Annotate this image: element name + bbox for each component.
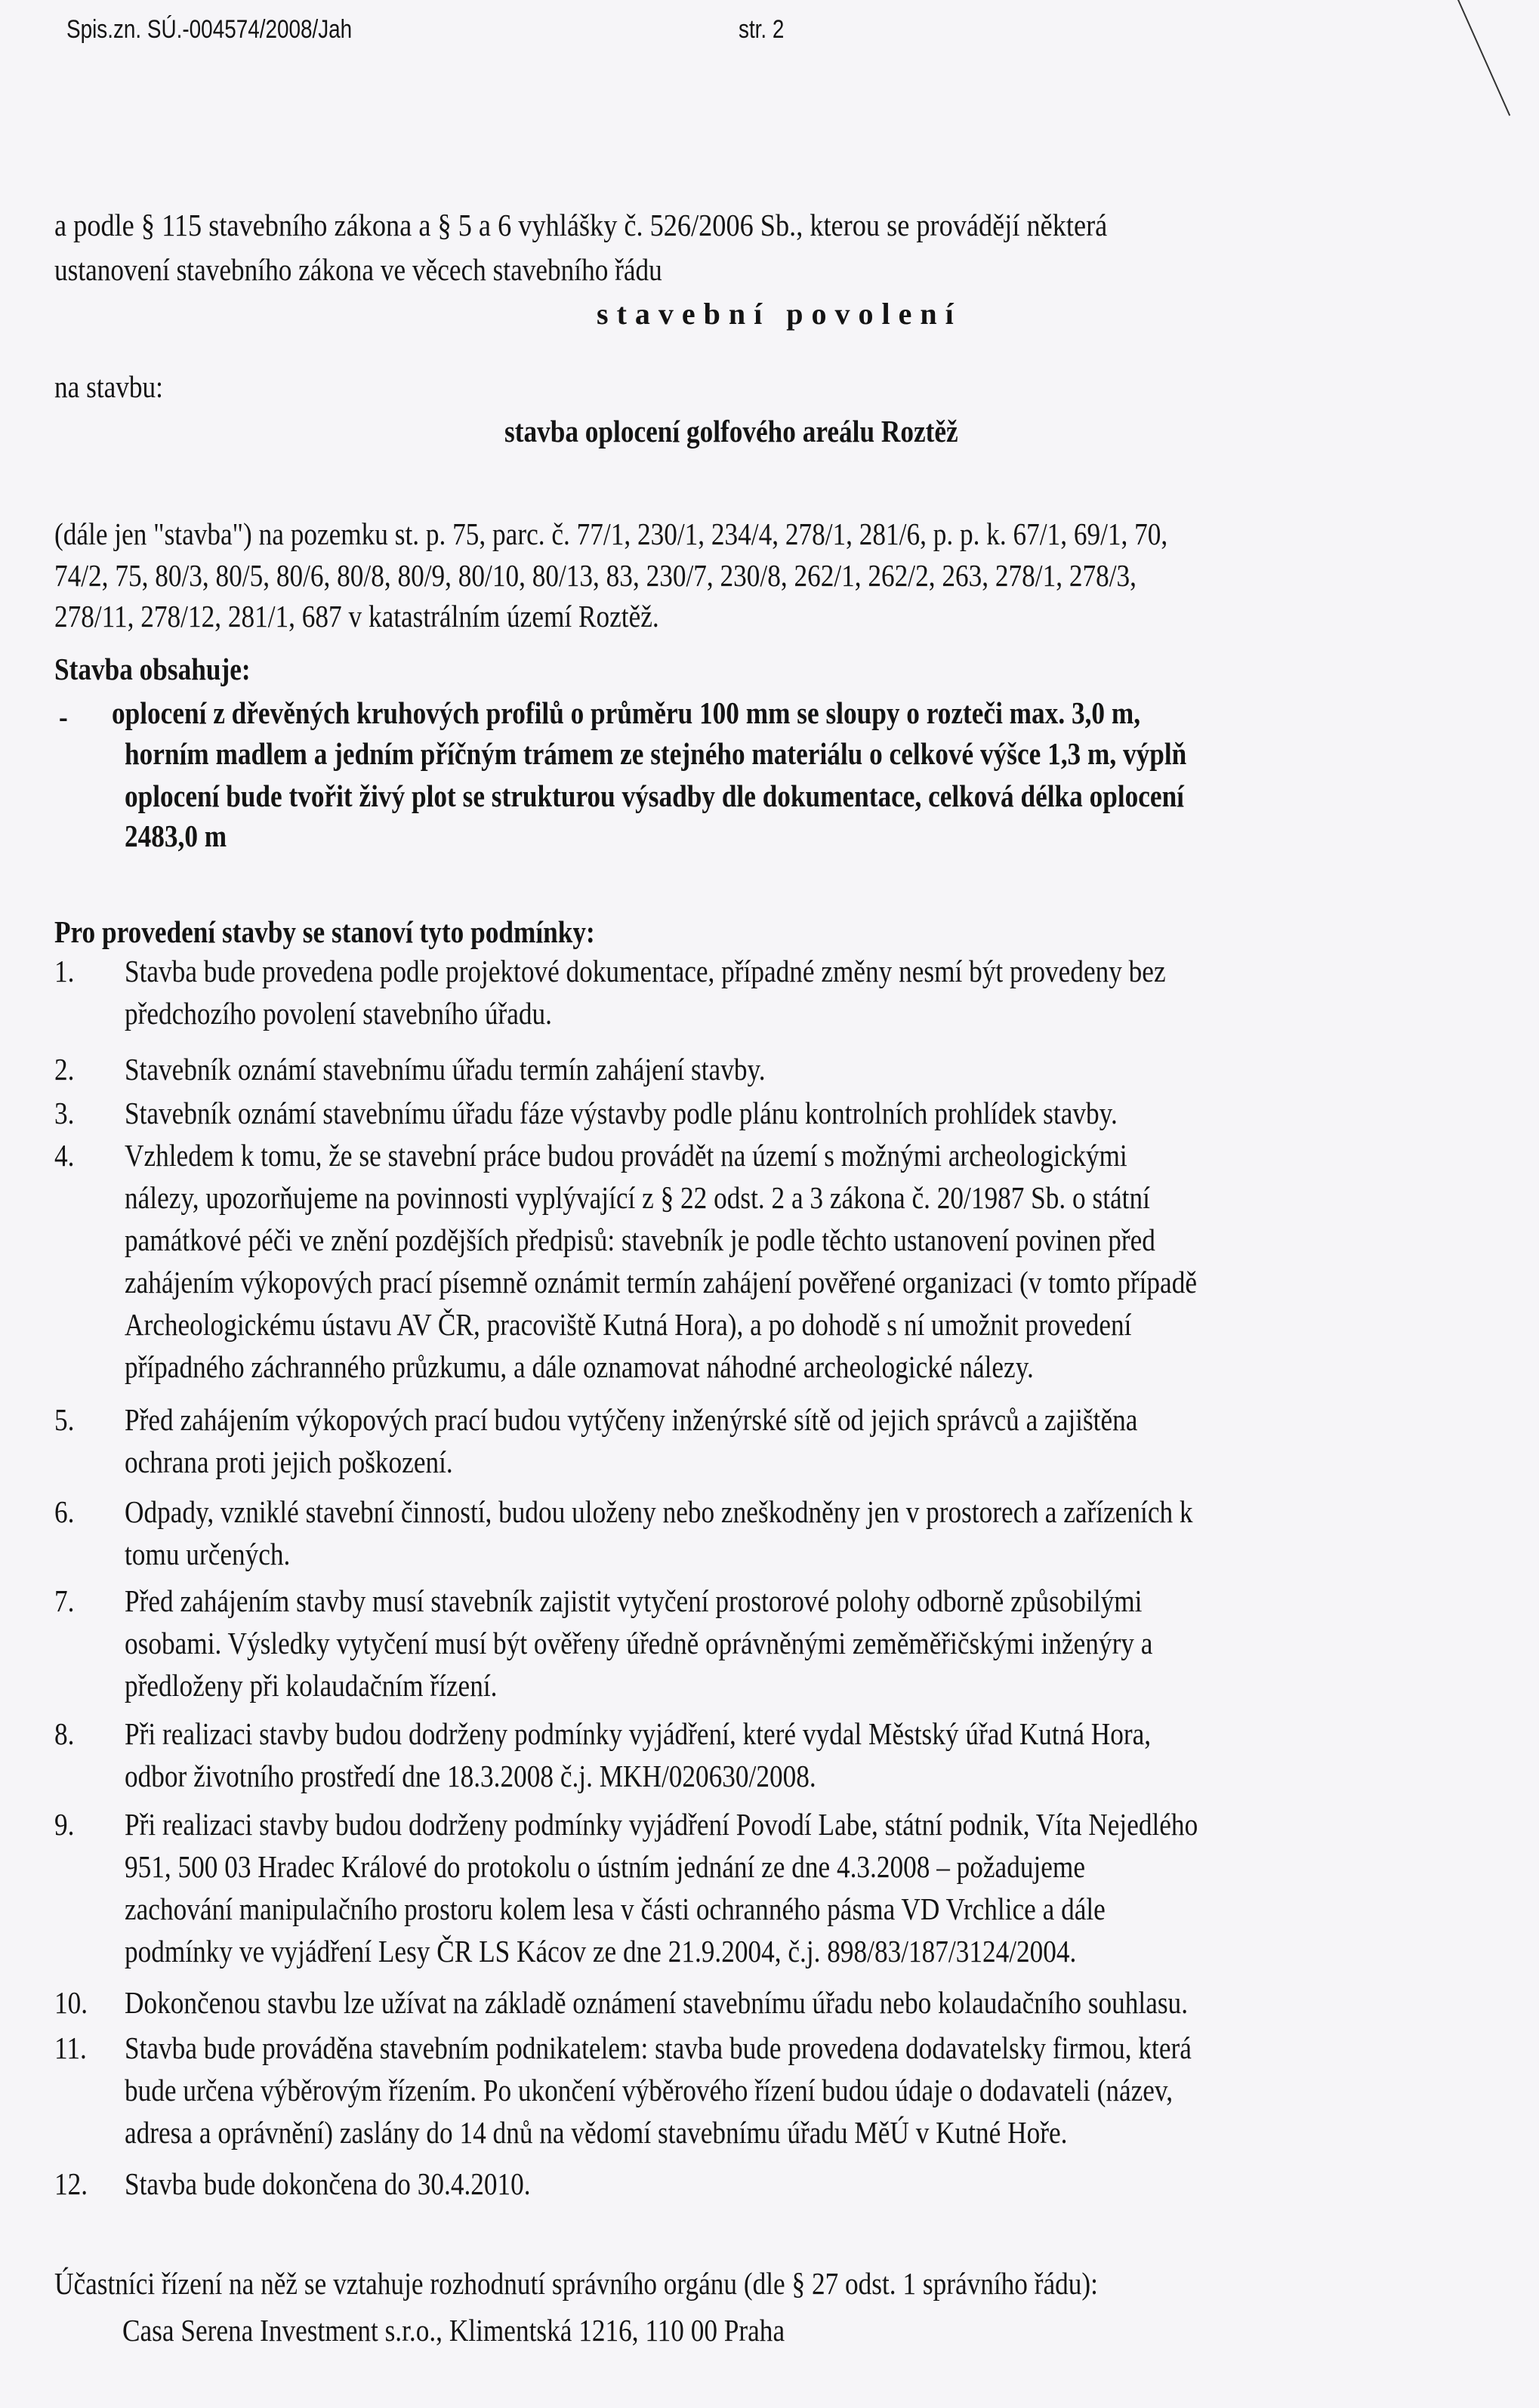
condition-text-line: případného záchranného průzkumu, a dále oznamovat náhodné archeologické nálezy. bbox=[125, 1349, 1034, 1384]
condition-text-line: zachování manipulačního prostoru kolem lesa v části ochranného pásma VD Vrchlice a dále bbox=[125, 1892, 1106, 1926]
condition-text-line: Vzhledem k tomu, že se stavební práce budou provádět na území s možnými archeologickými bbox=[125, 1138, 1127, 1173]
participants-heading: Účastníci řízení na něž se vztahuje rozhodnutí správního orgánu (dle § 27 odst. 1 správního řádu): bbox=[54, 2266, 1098, 2301]
contents-line-2: horním madlem a jedním příčným trámem ze stejného materiálu o celkové výšce 1,3 m, výplň bbox=[125, 736, 1187, 771]
condition-text-line: tomu určených. bbox=[125, 1537, 291, 1571]
condition-text-line: předchozího povolení stavebního úřadu. bbox=[125, 996, 552, 1031]
condition-text-line: Stavebník oznámí stavebnímu úřadu termín zahájení stavby. bbox=[125, 1052, 766, 1087]
parcels-line-3: 278/11, 278/12, 281/1, 687 v katastrálním území Roztěž. bbox=[54, 599, 659, 634]
condition-number: 12. bbox=[54, 2166, 88, 2201]
condition-text-line: 951, 500 03 Hradec Králové do protokolu o ústním jednání ze dne 4.3.2008 – požadujeme bbox=[125, 1849, 1086, 1884]
condition-text-line: Odpady, vzniklé stavební činností, budou uloženy nebo zneškodněny jen v prostorech a zařízeních k bbox=[125, 1494, 1193, 1529]
page-number: str. 2 bbox=[739, 15, 785, 44]
scan-edge-line bbox=[1457, 0, 1510, 116]
conditions-heading: Pro provedení stavby se stanoví tyto podmínky: bbox=[54, 914, 595, 949]
condition-text-line: Stavebník oznámí stavebnímu úřadu fáze výstavby podle plánu kontrolních prohlídek stavby. bbox=[125, 1096, 1118, 1130]
condition-text-line: Archeologickému ústavu AV ČR, pracoviště Kutná Hora), a po dohodě s ní umožnit provedení bbox=[125, 1307, 1132, 1342]
condition-text-line: předloženy při kolaudačním řízení. bbox=[125, 1668, 498, 1703]
condition-number: 2. bbox=[54, 1052, 75, 1087]
parcels-line-2: 74/2, 75, 80/3, 80/5, 80/6, 80/8, 80/9, 80/10, 80/13, 83, 230/7, 230/8, 262/1, 262/2, 263, 278/1, 278/3, bbox=[54, 558, 1137, 593]
construction-name: stavba oplocení golfového areálu Roztěž bbox=[504, 414, 958, 449]
condition-text-line: Při realizaci stavby budou dodrženy podmínky vyjádření, které vydal Městský úřad Kutná Hora, bbox=[125, 1716, 1152, 1751]
condition-text-line: Stavba bude provedena podle projektové dokumentace, případné změny nesmí být provedeny bez bbox=[125, 954, 1166, 988]
intro-line-1: a podle § 115 stavebního zákona a § 5 a 6 vyhlášky č. 526/2006 Sb., kterou se provádějí některá bbox=[54, 208, 1108, 242]
condition-text-line: bude určena výběrovým řízením. Po ukončení výběrového řízení budou údaje o dodavateli (název, bbox=[125, 2073, 1174, 2107]
parcels-line-1: (dále jen "stavba") na pozemku st. p. 75, parc. č. 77/1, 230/1, 234/4, 278/1, 281/6, p. p. k. 67/1, 69/1, 70, bbox=[54, 516, 1168, 551]
condition-text-line: Před zahájením výkopových prací budou vytýčeny inženýrské sítě od jejich správců a zajištěna bbox=[125, 1402, 1138, 1437]
contents-heading: Stavba obsahuje: bbox=[54, 652, 251, 686]
condition-text-line: Při realizaci stavby budou dodrženy podmínky vyjádření Povodí Labe, státní podnik, Víta Nejedlého bbox=[125, 1807, 1198, 1842]
condition-text-line: podmínky ve vyjádření Lesy ČR LS Kácov ze dne 21.9.2004, č.j. 898/83/187/3124/2004. bbox=[125, 1934, 1077, 1969]
condition-number: 1. bbox=[54, 954, 75, 988]
reference-number: Spis.zn. SÚ.-004574/2008/Jah bbox=[66, 15, 353, 44]
condition-number: 6. bbox=[54, 1494, 75, 1529]
condition-text-line: adresa a oprávnění) zaslány do 14 dnů na vědomí stavebnímu úřadu MěÚ v Kutné Hoře. bbox=[125, 2115, 1068, 2150]
condition-number: 5. bbox=[54, 1402, 75, 1437]
condition-text-line: Před zahájením stavby musí stavebník zajistit vytyčení prostorové polohy odborně způsobilými bbox=[125, 1583, 1143, 1618]
condition-text-line: odbor životního prostředí dne 18.3.2008 č.j. MKH/020630/2008. bbox=[125, 1759, 816, 1793]
contents-bullet: - bbox=[59, 699, 68, 734]
condition-text-line: památkové péči ve znění pozdějších předpisů: stavebník je podle těchto ustanovení povinen před bbox=[125, 1222, 1155, 1257]
contents-line-4: 2483,0 m bbox=[125, 819, 227, 853]
participant-entry: Casa Serena Investment s.r.o., Klimentská 1216, 110 00 Praha bbox=[122, 2313, 785, 2348]
condition-text-line: osobami. Výsledky vytyčení musí být ověřeny úředně oprávněnými zeměměřičskými inženýry a bbox=[125, 1626, 1153, 1660]
condition-number: 3. bbox=[54, 1096, 75, 1130]
na-stavbu-label: na stavbu: bbox=[54, 369, 163, 404]
condition-number: 8. bbox=[54, 1716, 75, 1751]
decision-title: stavební povolení bbox=[597, 297, 962, 331]
condition-text-line: zahájením výkopových prací písemně oznámit termín zahájení pověřené organizaci (v tomto případě bbox=[125, 1265, 1197, 1300]
intro-line-2: ustanovení stavebního zákona ve věcech stavebního řádu bbox=[54, 252, 662, 287]
contents-line-3: oplocení bude tvořit živý plot se strukturou výsadby dle dokumentace, celková délka oplocení bbox=[125, 779, 1184, 813]
contents-line-1: oplocení z dřevěných kruhových profilů o průměru 100 mm se sloupy o rozteči max. 3,0 m, bbox=[112, 695, 1141, 730]
condition-number: 4. bbox=[54, 1138, 75, 1173]
condition-text-line: nálezy, upozorňujeme na povinnosti vyplývající z § 22 odst. 2 a 3 zákona č. 20/1987 Sb. o státní bbox=[125, 1180, 1150, 1215]
condition-number: 11. bbox=[54, 2030, 87, 2065]
condition-text-line: Stavba bude dokončena do 30.4.2010. bbox=[125, 2166, 531, 2201]
condition-number: 9. bbox=[54, 1807, 75, 1842]
condition-text-line: Stavba bude prováděna stavebním podnikatelem: stavba bude provedena dodavatelsky firmou, která bbox=[125, 2030, 1192, 2065]
condition-number: 10. bbox=[54, 1985, 88, 2020]
condition-text-line: ochrana proti jejich poškození. bbox=[125, 1444, 453, 1479]
condition-text-line: Dokončenou stavbu lze užívat na základě oznámení stavebnímu úřadu nebo kolaudačního souhlasu. bbox=[125, 1985, 1189, 2020]
condition-number: 7. bbox=[54, 1583, 75, 1618]
